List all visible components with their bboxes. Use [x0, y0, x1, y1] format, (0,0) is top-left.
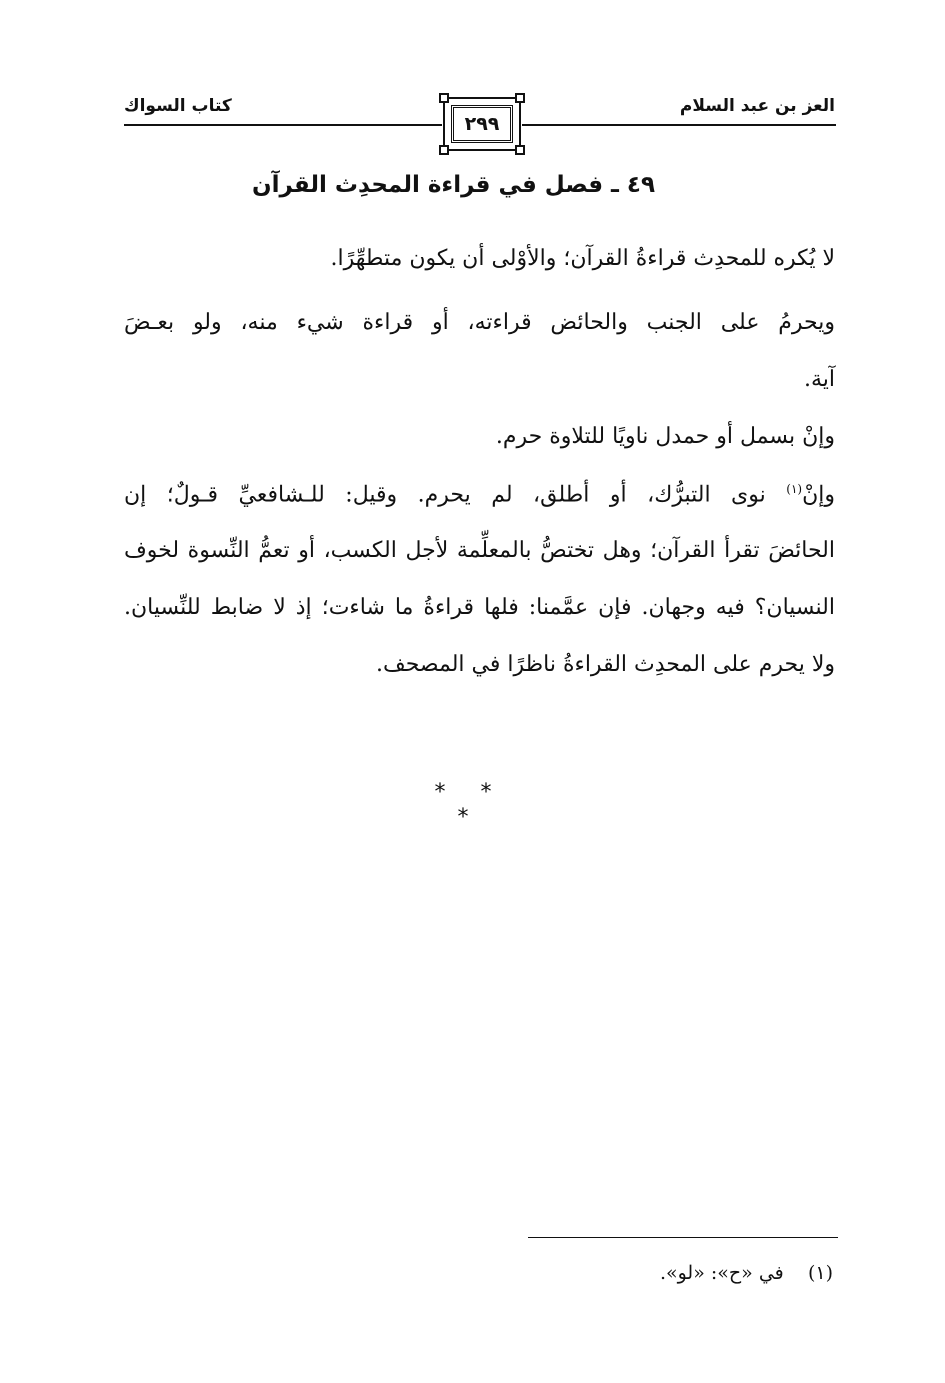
- paragraph-line: ولا يحرم على المحدِث القراءةُ ناظرًا في المصحف.: [375, 652, 835, 677]
- paragraph-line: آية.: [803, 367, 835, 392]
- section-title: ٤٩ ـ فصل في قراءة المحدِث القرآن: [252, 172, 655, 198]
- frame-ornament: [515, 93, 525, 103]
- paragraph-line: وإنْ بسمل أو حمدل ناويًا للتلاوة حرم.: [495, 424, 835, 449]
- page-number: ٢٩٩: [451, 105, 513, 143]
- paragraph-text: نوى التبرُّك، أو أطلق، لم يحرم. وقيل: للـشافعيِّ قـولٌ؛ إن: [124, 482, 766, 508]
- header-rule-right: [522, 124, 836, 126]
- footnote-rule: [528, 1237, 838, 1238]
- paragraph-line-with-note: [124, 483, 835, 506]
- frame-ornament: [439, 93, 449, 103]
- note-ref-prefix: وإنْ: [802, 482, 835, 508]
- section-separator: * * *: [434, 780, 506, 830]
- paragraph-line: الحائضَ تقرأ القرآن؛ وهل تختصُّ بالمعلِّمة لأجل الكسب، أو تعمُّ النِّسوة لخوف: [124, 538, 835, 563]
- footnote: [660, 1262, 833, 1284]
- frame-ornament: [439, 145, 449, 155]
- header-rule-left: [124, 124, 442, 126]
- header-book-title: كتاب السواك: [124, 96, 232, 116]
- paragraph-line: ويحرمُ على الجنب والحائض قراءته، أو قراءة شيء منه، ولو بعـضَ: [124, 310, 835, 335]
- header-author: العز بن عبد السلام: [679, 96, 835, 116]
- footnote-reference[interactable]: (١): [786, 482, 803, 496]
- footnote-marker: (١): [807, 1262, 833, 1284]
- paragraph-line: النسيان؟ فيه وجهان. فإن عمَّمنا: فلها قراءةُ ما شاءت؛ إذ لا ضابط للنِّسيان.: [124, 595, 835, 620]
- frame-ornament: [515, 145, 525, 155]
- footnote-text: في «ح»: «لو».: [659, 1262, 784, 1284]
- page-number-frame: [443, 97, 521, 151]
- paragraph-line: لا يُكره للمحدِث قراءةُ القرآن؛ والأوْلى أن يكون متطهِّرًا.: [330, 246, 835, 271]
